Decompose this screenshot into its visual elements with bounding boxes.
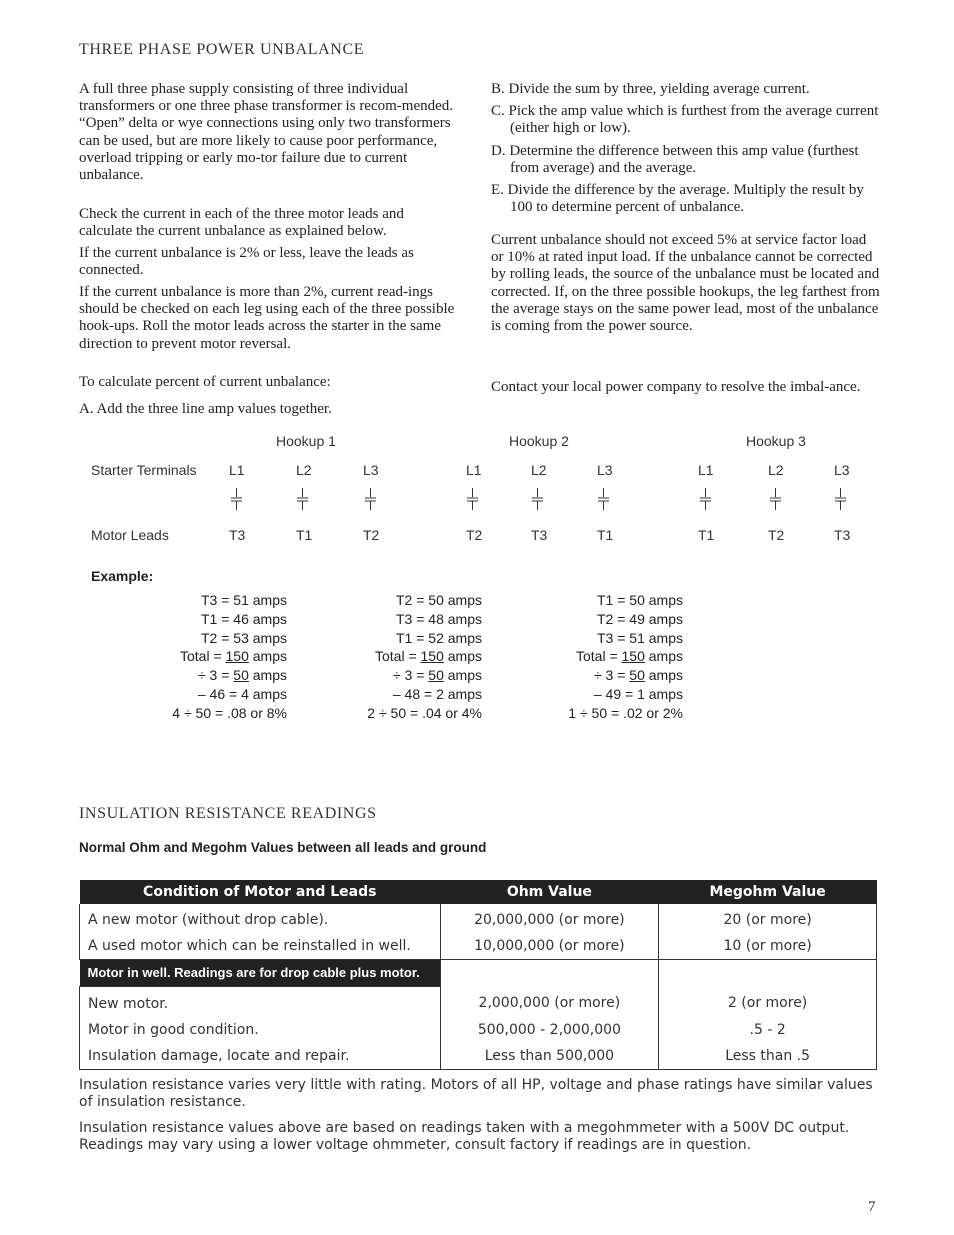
insulation-subtitle: Normal Ohm and Megohm Values between all leads and ground [79, 840, 487, 855]
example-average: ÷ 3 = 50 amps [197, 667, 287, 684]
example-column-3 [568, 591, 683, 723]
insulation-note-2: Insulation resistance values above are based on readings taken with a megohmmeter with a 500V DC output. Readings may vary using a lower voltage ohmmeter, consult factory if readings are in question. [79, 1120, 850, 1153]
step-b: B. Divide the sum by three, yielding average current. [491, 81, 810, 97]
hookup-2-title: Hookup 2 [509, 433, 569, 449]
motor-leads-label: Motor Leads [91, 527, 169, 543]
example-result: 4 ÷ 50 = .08 or 8% [172, 704, 287, 721]
limit-paragraph: Current unbalance should not exceed 5% at service factor load or 10% at rated input load. If the unbalance cannot be corrected by rolling leads, the source of the unbalance must be located and corrected. If, on the three possible hookups, the leg farthest from the average stays on the same power lead, most of the unbalance is coming from the power source. [491, 232, 880, 335]
example-average: ÷ 3 = 50 amps [392, 667, 482, 684]
example-reading: T3 = 51 amps [201, 592, 287, 608]
step-a: A. Add the three line amp values together. [79, 401, 332, 417]
hookup-3-title: Hookup 3 [746, 433, 806, 449]
connector-icon [467, 488, 478, 510]
example-result: 1 ÷ 50 = .02 or 2% [568, 704, 683, 721]
hookup-1-lead: T3 [229, 527, 246, 543]
example-reading: T2 = 50 amps [396, 592, 482, 608]
hookup-3-terminal: L1 [698, 462, 714, 478]
calculate-heading: To calculate percent of current unbalance: [79, 374, 331, 390]
insulation-table [79, 880, 877, 1070]
example-column-2 [367, 591, 482, 723]
insulation-note-1: Insulation resistance varies very little with rating. Motors of all HP, voltage and phase ratings have similar values of insulation resistance. [79, 1077, 873, 1110]
page-number: 7 [868, 1199, 876, 1215]
hookup-1-terminal: L1 [229, 462, 245, 478]
hookup-1-lead: T1 [296, 527, 313, 543]
example-reading: T3 = 48 amps [396, 610, 482, 627]
example-difference: – 46 = 4 amps [197, 685, 287, 702]
hookup-2-terminal: L1 [466, 462, 482, 478]
unbalance-high-paragraph: If the current unbalance is more than 2%, current read-ings should be checked on each leg using each of the three possible hook-ups. Roll the motor leads across the starter in the same direction to prevent motor reversal. [79, 284, 455, 352]
hookup-1-title: Hookup 1 [276, 433, 336, 449]
table-row: New motor. 2,000,000 (or more) 2 (or more) [80, 986, 877, 1017]
hookup-1-terminal: L2 [296, 462, 312, 478]
hookup-3-terminal: L2 [768, 462, 784, 478]
example-total: Total = 150 amps [374, 648, 482, 665]
example-reading: T1 = 52 amps [396, 629, 482, 646]
table-row: A new motor (without drop cable). 20,000,000 (or more) 20 (or more) [80, 904, 877, 933]
column-header: Condition of Motor and Leads [80, 880, 441, 904]
example-label: Example: [91, 568, 154, 584]
example-result: 2 ÷ 50 = .04 or 4% [367, 704, 482, 721]
example-reading: T1 = 50 amps [597, 592, 683, 608]
section-title-unbalance: THREE PHASE POWER UNBALANCE [79, 41, 365, 58]
table-subheader-row: Motor in well. Readings are for drop cable plus motor. [80, 960, 877, 987]
hookup-2-lead: T1 [597, 527, 614, 543]
column-header: Megohm Value [659, 880, 877, 904]
unbalance-low-paragraph: If the current unbalance is 2% or less, leave the leads as connected. [79, 245, 414, 279]
contact-paragraph: Contact your local power company to resolve the imbal-ance. [491, 379, 861, 395]
example-difference: – 48 = 2 amps [392, 685, 482, 702]
example-total: Total = 150 amps [179, 648, 287, 665]
section-title-insulation: INSULATION RESISTANCE READINGS [79, 805, 377, 822]
example-total: Total = 150 amps [575, 648, 683, 665]
hookup-3-lead: T3 [834, 527, 851, 543]
connector-icon [835, 488, 846, 510]
table-row: Insulation damage, locate and repair. Less than 500,000 Less than .5 [80, 1043, 877, 1070]
table-header-row [80, 880, 877, 904]
intro-paragraph: A full three phase supply consisting of three individual transformers or one three phase transformer is recom-mended. “Open” delta or wye connections using only two transformers can be used, but are more likely to cause poor performance, overload tripping or early mo-tor failure due to current unbalance. [79, 81, 454, 184]
starter-terminals-label: Starter Terminals [91, 462, 197, 478]
connector-icon [700, 488, 711, 510]
table-row: A used motor which can be reinstalled in well. 10,000,000 (or more) 10 (or more) [80, 933, 877, 960]
hookup-3-lead: T2 [768, 527, 785, 543]
example-reading: T2 = 53 amps [201, 629, 287, 646]
check-current-paragraph: Check the current in each of the three motor leads and calculate the current unbalance as explained below. [79, 206, 404, 240]
hookup-3-lead: T1 [698, 527, 715, 543]
hookup-2-lead: T2 [466, 527, 483, 543]
example-column-1 [172, 591, 287, 723]
example-reading: T3 = 51 amps [597, 629, 683, 646]
example-reading: T1 = 46 amps [201, 610, 287, 627]
hookup-1-lead: T2 [363, 527, 380, 543]
connector-icon [532, 488, 543, 510]
hookup-1-terminal: L3 [363, 462, 379, 478]
table-row: Motor in good condition. 500,000 - 2,000,000 .5 - 2 [80, 1017, 877, 1043]
hookup-2-terminal: L2 [531, 462, 547, 478]
example-average: ÷ 3 = 50 amps [593, 667, 683, 684]
hookup-3-terminal: L3 [834, 462, 850, 478]
step-c: C. Pick the amp value which is furthest from the average current (either high or low). [491, 103, 879, 137]
example-difference: – 49 = 1 amps [593, 685, 683, 702]
step-d: D. Determine the difference between this amp value (furthest from average) and the average. [491, 142, 859, 176]
hookup-2-terminal: L3 [597, 462, 613, 478]
connector-icon [365, 488, 376, 510]
connector-icon [231, 488, 242, 510]
hookup-2-lead: T3 [531, 527, 548, 543]
steps-list [491, 81, 881, 221]
connector-icon [297, 488, 308, 510]
example-reading: T2 = 49 amps [597, 610, 683, 627]
connector-icon [598, 488, 609, 510]
column-header: Ohm Value [440, 880, 659, 904]
connector-icon [770, 488, 781, 510]
step-e: E. Divide the difference by the average. Multiply the result by 100 to determine percent of unbalance. [491, 182, 864, 216]
